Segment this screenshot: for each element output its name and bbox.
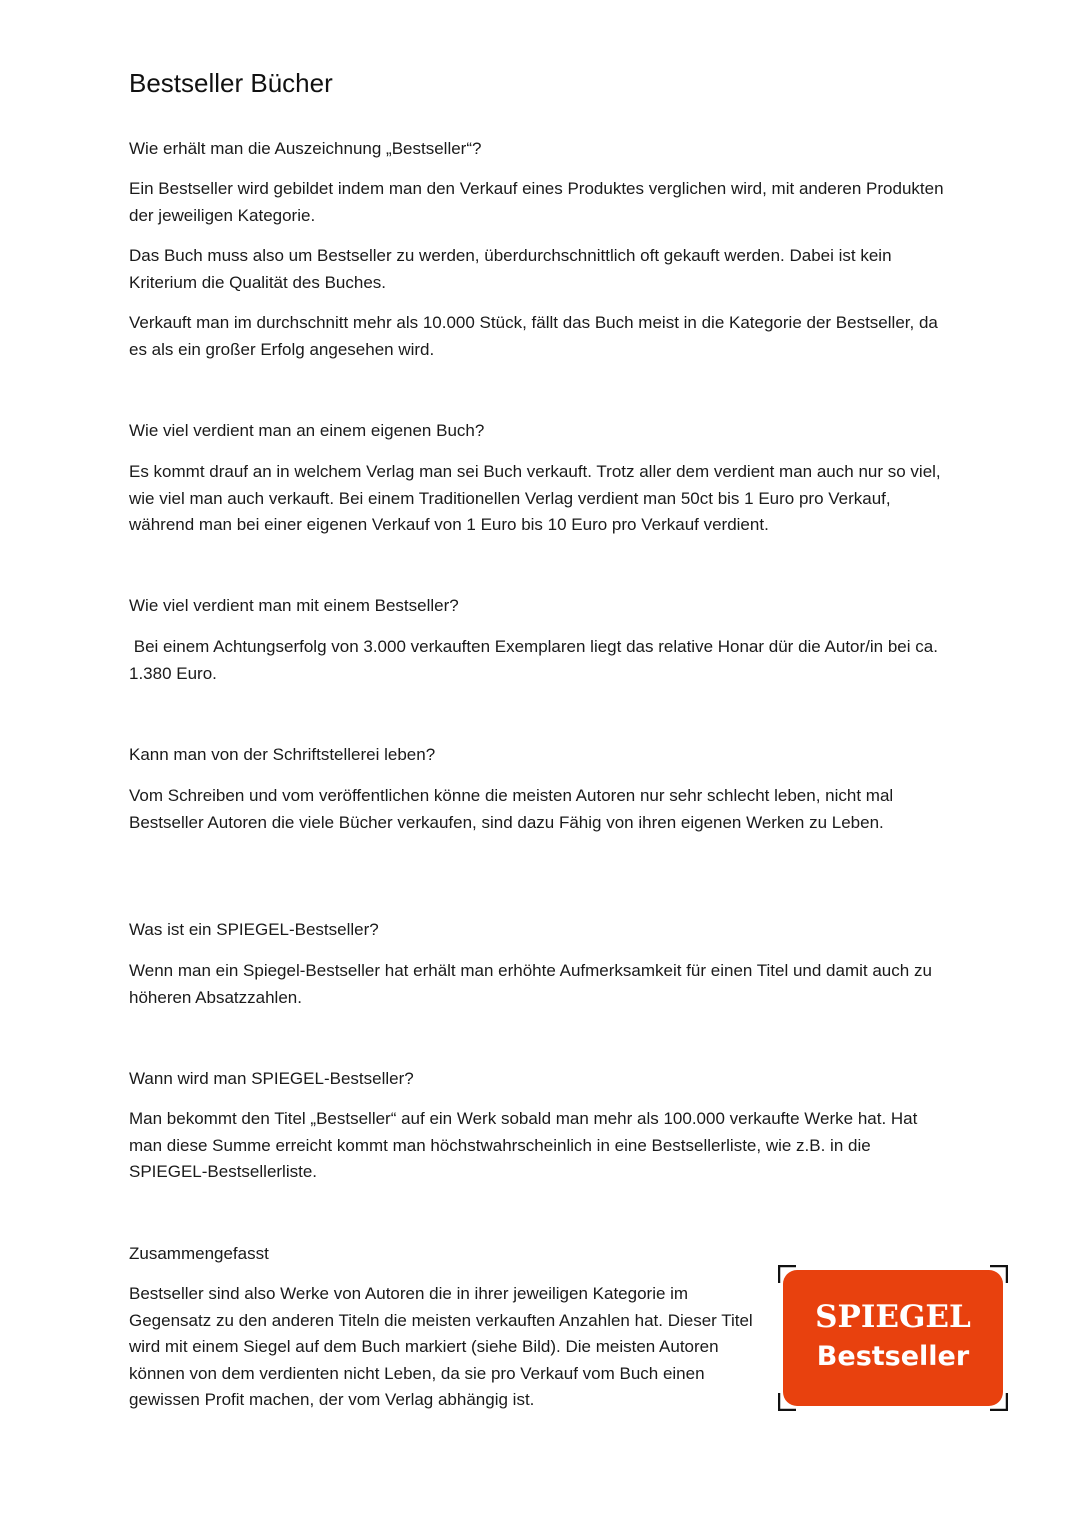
section-question: Zusammengefasst bbox=[129, 1244, 269, 1263]
badge-graphic bbox=[778, 1265, 1008, 1411]
section-question: Wie viel verdient man mit einem Bestseller? bbox=[129, 596, 459, 615]
section-question: Kann man von der Schriftstellerei leben? bbox=[129, 745, 436, 764]
section-question: Wann wird man SPIEGEL-Bestseller? bbox=[129, 1069, 414, 1088]
section-paragraph: Es kommt drauf an in welchem Verlag man sei Buch verkauft. Trotz aller dem verdient man auch nur so viel, wie viel man auch verkauft. Bei einem Traditionellen Verlag verdient man 50ct bis 1 Euro pro Verkauf, während man bei einer eigenen Verkauf von 1 Euro bis 10 Euro pro Verkauf verdient. bbox=[129, 462, 941, 534]
section-paragraph: Wenn man ein Spiegel-Bestseller hat erhält man erhöhte Aufmerksamkeit für einen Titel und damit auch zu höheren Absatzzahlen. bbox=[129, 961, 932, 1007]
badge-line-bestseller: Bestseller bbox=[816, 1341, 970, 1372]
section-paragraph: Das Buch muss also um Bestseller zu werden, überdurchschnittlich oft gekauft werden. Dabei ist kein Kriterium die Qualität des Buches. bbox=[129, 246, 892, 292]
page-title: Bestseller Bücher bbox=[129, 68, 333, 98]
badge-background bbox=[783, 1270, 1003, 1406]
section-paragraph: Bei einem Achtungserfolg von 3.000 verkauften Exemplaren liegt das relative Honar dür die Autor/in bei ca. 1.380 Euro. bbox=[129, 637, 943, 683]
section-paragraph: Bestseller sind also Werke von Autoren die in ihrer jeweiligen Kategorie im Gegensatz zu den anderen Titeln die meisten verkauften Anzahlen hat. Dieser Titel wird mit einem Siegel auf dem Buch markiert (siehe Bild). Die meisten Autoren können von dem verdienten nicht Leben, da sie pro Verkauf vom Buch einen gewissen Profit machen, der vom Verlag abhängig ist. bbox=[129, 1284, 753, 1409]
section-paragraph: Man bekommt den Titel „Bestseller“ auf ein Werk sobald man mehr als 100.000 verkaufte Werke hat. Hat man diese Summe erreicht kommt man höchstwahrscheinlich in eine Bestsellerliste, wie z.B. in die SPIEGEL-Bestsellerliste. bbox=[129, 1109, 918, 1181]
section-question: Wie viel verdient man an einem eigenen Buch? bbox=[129, 421, 485, 440]
section-question: Wie erhält man die Auszeichnung „Bestseller“? bbox=[129, 139, 482, 158]
section-question: Was ist ein SPIEGEL-Bestseller? bbox=[129, 920, 379, 939]
section-paragraph: Verkauft man im durchschnitt mehr als 10.000 Stück, fällt das Buch meist in die Kategorie der Bestseller, da es als ein großer Erfolg angesehen wird. bbox=[129, 313, 938, 359]
section-paragraph: Ein Bestseller wird gebildet indem man den Verkauf eines Produktes verglichen wird, mit anderen Produkten der jeweiligen Kategorie. bbox=[129, 179, 944, 225]
badge-line-spiegel: SPIEGEL bbox=[815, 1299, 971, 1335]
spiegel-bestseller-badge bbox=[778, 1265, 1008, 1411]
section-paragraph: Vom Schreiben und vom veröffentlichen könne die meisten Autoren nur sehr schlecht leben, nicht mal Bestseller Autoren die viele Bücher verkaufen, sind dazu Fähig von ihren eigenen Werken zu Leben. bbox=[129, 786, 894, 832]
